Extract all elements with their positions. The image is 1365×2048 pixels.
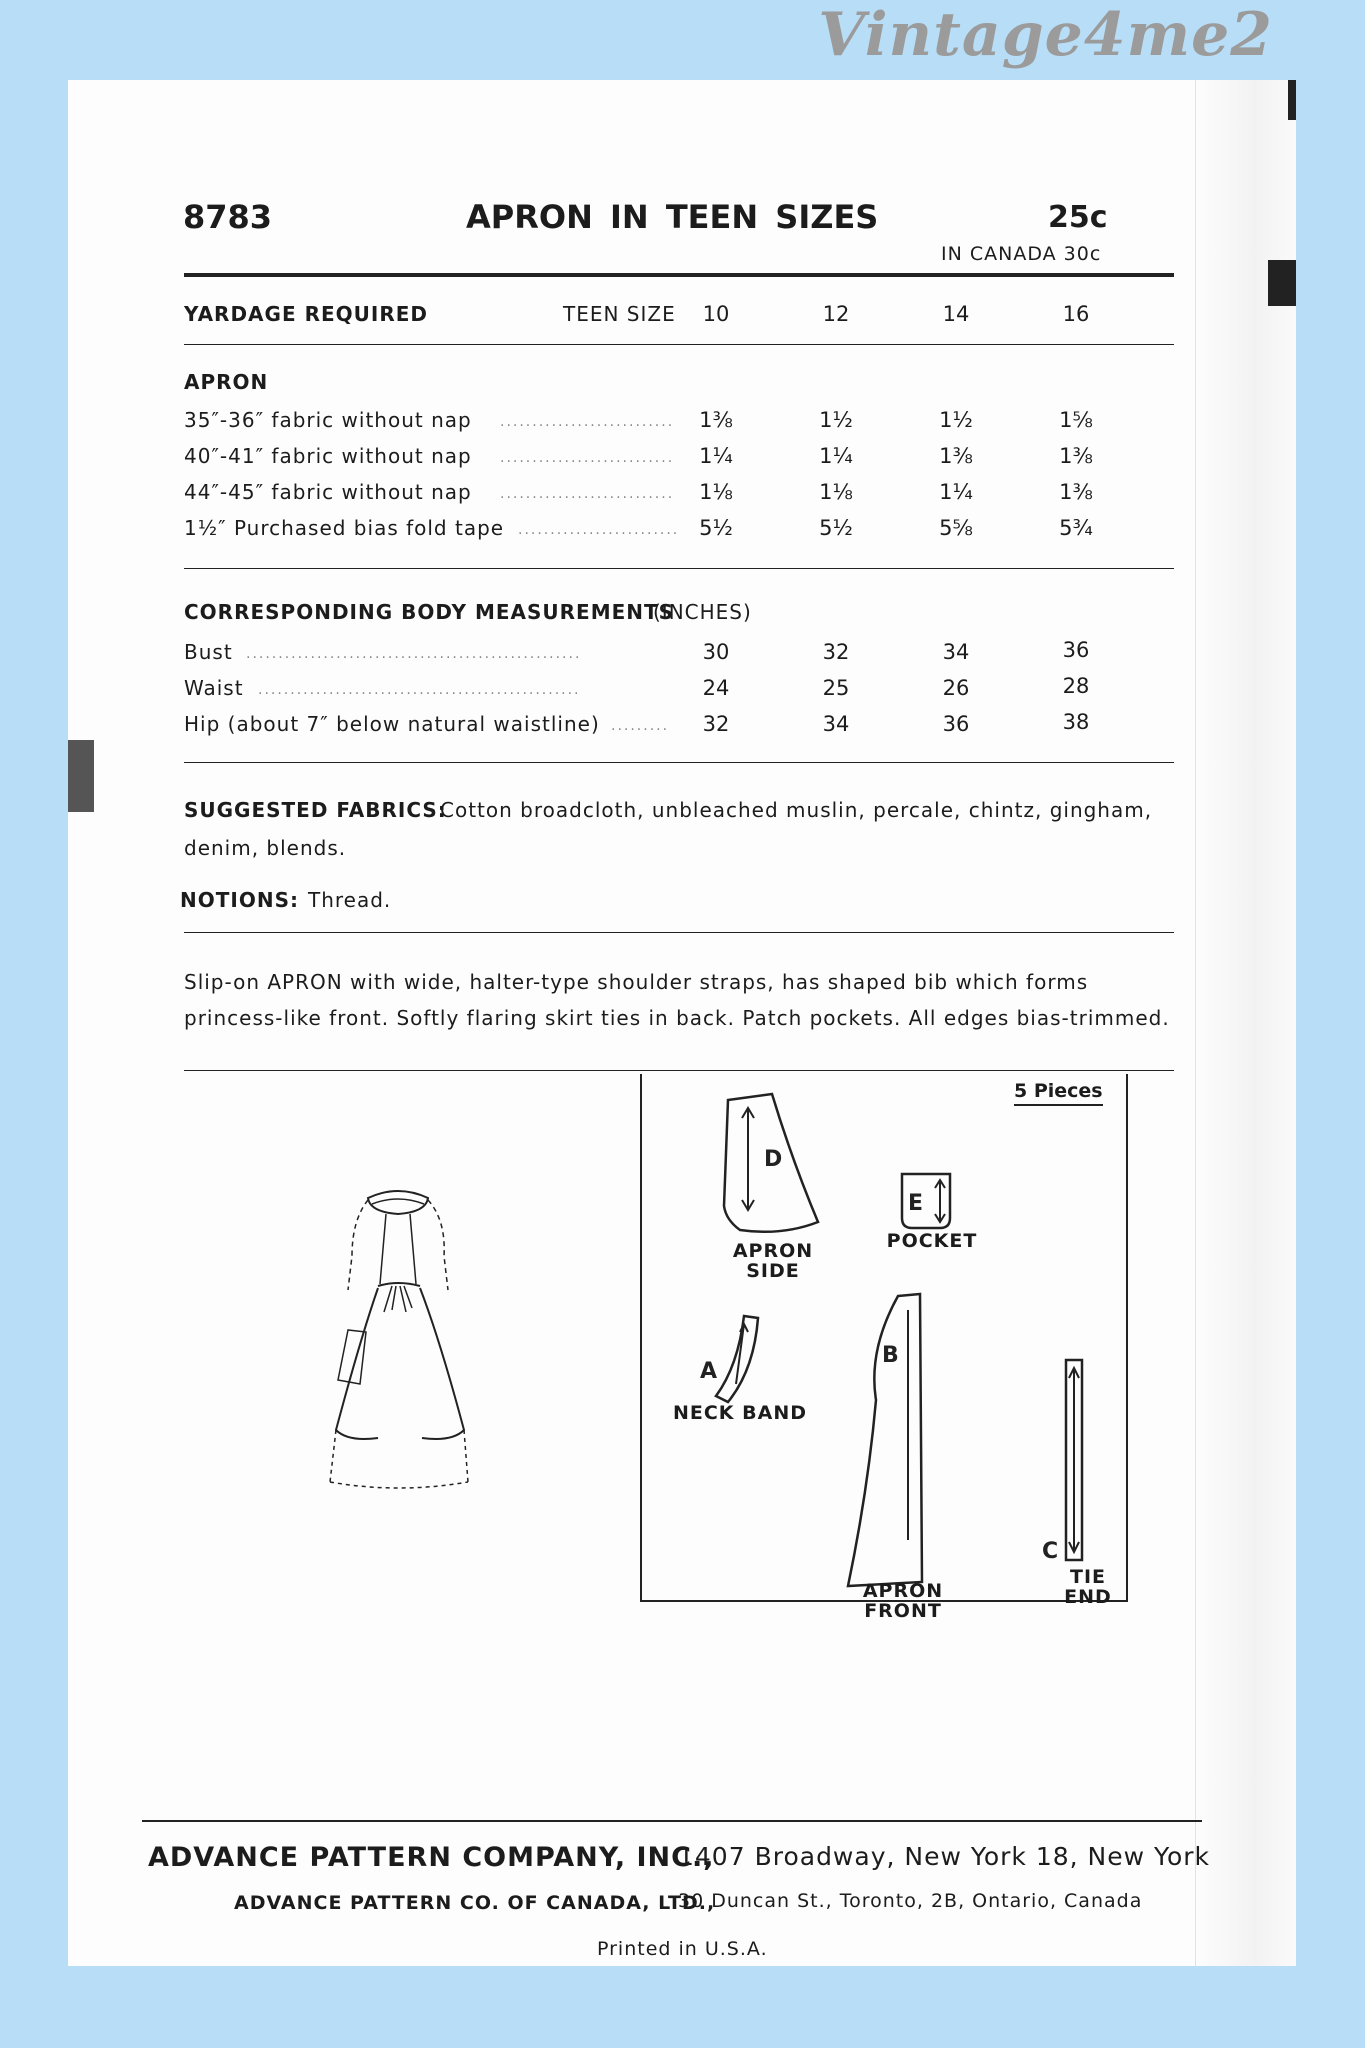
measurement-label: Waist bbox=[184, 676, 244, 700]
rule bbox=[184, 1070, 1174, 1071]
apron-back-view-illustration bbox=[308, 1180, 488, 1530]
apron-section-heading: APRON bbox=[184, 370, 269, 394]
piece-d-label: SIDE bbox=[746, 1260, 800, 1282]
yardage-value: 1⅜ bbox=[1059, 480, 1093, 504]
pieces-box-border bbox=[1126, 1074, 1128, 1602]
leader-dots: ......... bbox=[611, 718, 670, 734]
pattern-envelope-back bbox=[68, 80, 1296, 1966]
header-rule bbox=[184, 273, 1174, 277]
measurement-value: 26 bbox=[942, 676, 970, 700]
piece-c-label: TIE bbox=[1069, 1566, 1106, 1588]
svg-text:D: D bbox=[764, 1147, 783, 1172]
measurement-value: 34 bbox=[942, 640, 970, 664]
printed-in-label: Printed in U.S.A. bbox=[597, 1938, 768, 1960]
size-12: 12 bbox=[822, 302, 850, 326]
leader-dots: ........................... bbox=[500, 450, 675, 466]
fabrics-text-continued: denim, blends. bbox=[184, 836, 347, 860]
yardage-value: 5½ bbox=[699, 516, 733, 540]
yardage-heading: YARDAGE REQUIRED bbox=[184, 302, 428, 326]
piece-d-label: APRON bbox=[732, 1240, 814, 1262]
size-label: TEEN SIZE bbox=[563, 302, 676, 326]
yardage-value: 1⅜ bbox=[939, 444, 973, 468]
leader-dots: .................................................. bbox=[258, 682, 581, 698]
yardage-value: 1¼ bbox=[819, 444, 853, 468]
pattern-number: 8783 bbox=[183, 198, 273, 236]
notions-text: Thread. bbox=[308, 888, 392, 912]
yardage-value: 5½ bbox=[819, 516, 853, 540]
yardage-value: 1½ bbox=[939, 408, 973, 432]
yardage-value: 1⅝ bbox=[1059, 408, 1093, 432]
canada-company-address: 30 Duncan St., Toronto, 2B, Ontario, Canada bbox=[678, 1890, 1143, 1912]
measurement-value: 36 bbox=[1062, 638, 1090, 662]
edge-mark bbox=[1268, 260, 1296, 306]
watermark-text: Vintage4me2 bbox=[818, 0, 1273, 70]
svg-text:C: C bbox=[1042, 1539, 1059, 1564]
description-line: Slip-on APRON with wide, halter-type shoulder straps, has shaped bib which forms bbox=[184, 970, 1089, 994]
leader-dots: ........................... bbox=[500, 414, 675, 430]
measurement-value: 36 bbox=[942, 712, 970, 736]
measurement-value: 32 bbox=[702, 712, 730, 736]
svg-text:A: A bbox=[700, 1359, 718, 1384]
yardage-row-label: 40″-41″ fabric without nap bbox=[184, 444, 472, 468]
measurement-value: 38 bbox=[1062, 710, 1090, 734]
price-canada: IN CANADA 30c bbox=[941, 243, 1102, 265]
measurement-label: Hip (about 7″ below natural waistline) bbox=[184, 712, 600, 736]
notions-label: NOTIONS: bbox=[180, 888, 299, 912]
piece-c-tie-end-shape bbox=[1040, 1356, 1090, 1566]
measurement-value: 24 bbox=[702, 676, 730, 700]
rule bbox=[184, 344, 1174, 345]
measurement-value: 28 bbox=[1062, 674, 1090, 698]
piece-a-neck-band-shape bbox=[688, 1310, 768, 1410]
price: 25c bbox=[1048, 200, 1108, 235]
size-16: 16 bbox=[1062, 302, 1090, 326]
leader-dots: ........................... bbox=[500, 486, 675, 502]
svg-text:B: B bbox=[882, 1343, 899, 1368]
piece-e-pocket-shape bbox=[898, 1168, 958, 1238]
company-address: 1407 Broadway, New York 18, New York bbox=[678, 1842, 1210, 1871]
measurement-value: 30 bbox=[702, 640, 730, 664]
measurement-value: 32 bbox=[822, 640, 850, 664]
paper-curl bbox=[1195, 80, 1296, 1966]
company-name: ADVANCE PATTERN COMPANY, INC., bbox=[148, 1842, 715, 1873]
pattern-title: APRON IN TEEN SIZES bbox=[466, 198, 879, 236]
piece-d-apron-side-shape bbox=[720, 1090, 830, 1240]
yardage-value: 1⅛ bbox=[699, 480, 733, 504]
svg-text:E: E bbox=[908, 1191, 924, 1216]
piece-b-label: FRONT bbox=[864, 1600, 942, 1622]
piece-e-label: POCKET bbox=[886, 1230, 978, 1252]
fabrics-label: SUGGESTED FABRICS: bbox=[184, 798, 447, 822]
yardage-row-label: 35″-36″ fabric without nap bbox=[184, 408, 472, 432]
measurement-value: 25 bbox=[822, 676, 850, 700]
yardage-value: 1¼ bbox=[939, 480, 973, 504]
size-14: 14 bbox=[942, 302, 970, 326]
piece-b-label: APRON bbox=[862, 1580, 944, 1602]
rule bbox=[184, 568, 1174, 569]
measurements-unit: (INCHES) bbox=[653, 600, 752, 624]
yardage-row-label: 44″-45″ fabric without nap bbox=[184, 480, 472, 504]
rule bbox=[184, 762, 1174, 763]
leader-dots: .................................................... bbox=[246, 646, 582, 662]
footer-rule bbox=[142, 1820, 1202, 1822]
yardage-value: 1¼ bbox=[699, 444, 733, 468]
yardage-row-label: 1½″ Purchased bias fold tape bbox=[184, 516, 505, 540]
measurement-value: 34 bbox=[822, 712, 850, 736]
description-line: princess-like front. Softly flaring skirt ties in back. Patch pockets. All edges bias-trimmed. bbox=[184, 1006, 1170, 1030]
size-10: 10 bbox=[702, 302, 730, 326]
yardage-value: 5¾ bbox=[1059, 516, 1093, 540]
piece-c-label: END bbox=[1064, 1586, 1112, 1608]
yardage-value: 1⅜ bbox=[699, 408, 733, 432]
piece-a-label: NECK BAND bbox=[672, 1402, 808, 1424]
rule bbox=[184, 932, 1174, 933]
pieces-box-border bbox=[640, 1074, 642, 1602]
fabrics-text: Cotton broadcloth, unbleached muslin, percale, chintz, gingham, bbox=[440, 798, 1153, 822]
measurement-label: Bust bbox=[184, 640, 233, 664]
pieces-count: 5 Pieces bbox=[1014, 1080, 1103, 1106]
yardage-value: 1⅛ bbox=[819, 480, 853, 504]
yardage-value: 5⅝ bbox=[939, 516, 973, 540]
yardage-value: 1½ bbox=[819, 408, 853, 432]
yardage-value: 1⅜ bbox=[1059, 444, 1093, 468]
edge-mark bbox=[68, 740, 94, 812]
canada-company-name: ADVANCE PATTERN CO. OF CANADA, LTD., bbox=[234, 1892, 716, 1914]
measurements-heading: CORRESPONDING BODY MEASUREMENTS bbox=[184, 600, 675, 624]
edge-mark bbox=[1288, 80, 1296, 120]
leader-dots: ......................... bbox=[518, 522, 680, 538]
piece-b-apron-front-shape bbox=[838, 1290, 948, 1590]
